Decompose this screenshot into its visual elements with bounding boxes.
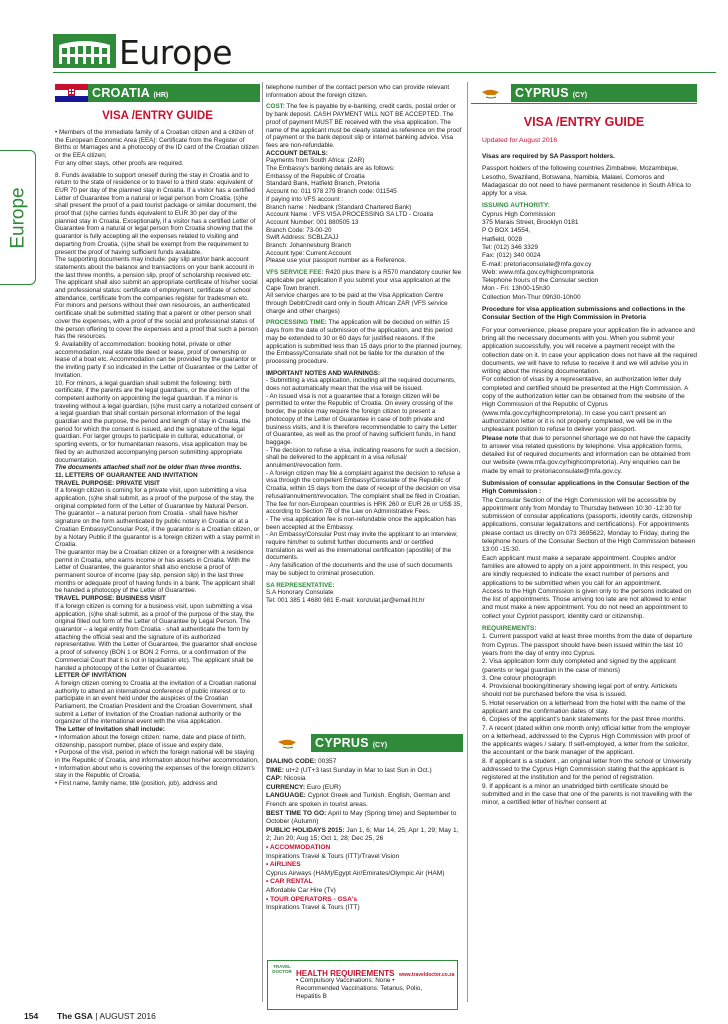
text-paragraph: • CAR RENTAL (266, 878, 313, 886)
text-paragraph: Standard Bank, Hatfield Branch, Pretoria (266, 180, 380, 188)
header-rule (53, 72, 716, 73)
text-paragraph: PROCESSING TIME: The application will be decided on within 15 days from the date of submission of the application, and this period may be extended to 30 or 60 days for justified reasons. If the application is submitted less than 15 days prior to the planned journey, the Embassy/Consulate shall not be liable for the duration of the processing procedure. (266, 319, 462, 365)
text-paragraph: Tel: 001 385 1 4680 981 E-mail: konzulat.jar@email.ht.hr (266, 597, 425, 604)
text-paragraph: For collection of visas by a representative, an authorization letter duly completed and certified should be presented at the High Commission. A copy of the authorization letter can be obtained from the website of the High Commission of the Republic of Cyprus (www.mfa.gov.cy/highcompretoria). In case you can't present an authorization letter or it is not properly completed, we will be in the unpleasant position to refuse to deliver your passport. (482, 376, 688, 434)
text-paragraph: - An issued visa is not a guarantee that a foreign citizen will be permitted to enter the Republic of Croatia. On every crossing of the border, the police may require the foreign citizen to present a photocopy of the Letter of Guarantee in case of both private and business visits, and it is therefore recommendable to carry the Letter of Guarantee, as well as the proof of having sufficient funds, in hand baggage. (266, 392, 457, 446)
text-paragraph: 8. If applicant is a student , an original letter from the school or University addressed to the Cyprus High Commission stating that the applicant is registered at the institution and for the period of registration. (482, 757, 692, 782)
text-paragraph: 5. Hotel reservation on a letterhead from the hotel with the name of the applicant and the confirmation dates of stay. (482, 699, 686, 715)
text-paragraph: VFS SERVICE FEE: R420 plus there is a R570 mandatory courier fee applicable per application if you submit your visa application at the Cape Town branch. (266, 269, 462, 292)
text-paragraph: - The visa application fee is non-refundable once the application has been accepted at the Embassy. (266, 515, 456, 531)
text-paragraph: IMPORTANT NOTES AND WARNINGS: (266, 369, 381, 377)
text-paragraph: 6. Copies of the applicant's bank statements for the past three months. (482, 716, 686, 724)
text-paragraph: 375 Marais Street, Brooklyn 0181 (482, 219, 579, 227)
text-paragraph: Access to the High Commission is given only to the persons indicated on the list of appointments. Those arriving too late are not allowed to enter and must make a new appointment. You do not need an appointment to collect your Cypriot passport, identity card or citizenship. (482, 587, 692, 620)
text-paragraph: Hatfield, 0028 (482, 235, 523, 243)
text-paragraph: Collection Mon-Thur 09h30-10h00 (482, 293, 581, 301)
text-paragraph: Submission of consular applications in the Consular Section of the High Commission : (482, 479, 690, 496)
text-paragraph: Please note that due to personnel shortage we do not have the capacity to answer visa related questions by telephone. Visa application forms, detailed list of required documents and information can be obtained from our website (www.mfa.gov.cy/highcompretoria). Any enquiries can be made by email to pretoriaconsulate@mfa.gov.cy. (482, 434, 691, 475)
health-line-1: • Compulsory Vaccinations: None • (296, 977, 395, 984)
text-paragraph: TRAVEL PURPOSE: PRIVATE VISIT (55, 479, 160, 487)
croatia-guide-title: VISA /ENTRY GUIDE (102, 110, 213, 122)
colosseum-icon (53, 34, 116, 68)
text-paragraph: Inspirations Travel & Tours (ITT)/Travel Vision (266, 852, 400, 860)
text-paragraph: BEST TIME TO GO: April to May (Spring time) and September to October (Autumn) (266, 809, 457, 826)
text-paragraph: Web: www.mfa.gov.cy/highcompretoria (482, 268, 594, 276)
health-line-2: Recommended Vaccinations: Tetanus, Polio, (296, 985, 423, 992)
text-paragraph: If a foreign citizen is coming for a business visit, upon submitting a visa application, (s)he shall submit, as a proof of the purpose of the stay, the original filled out form of the Letter of Guarantee by Legal Person. The guarantor – a legal entity from Croatia - shall authenticate the form by attaching the official seal and the signature of its authorized representative. With the Letter of Guarantee, the guarantor shall enclose a proof of solvency (BON 1 or BON 2 Forms, or a confirmation of the Commercial Court that it is not in liquidation etc). The applicant shall be handed a photocopy of the Letter of Guarantee. (55, 602, 257, 672)
text-paragraph: If paying into VFS account : (266, 195, 344, 203)
text-paragraph: Account Number: 001 880505 13 (266, 218, 359, 226)
text-paragraph: For any other stays, other proofs are required. (55, 159, 184, 167)
page-title: Europe (119, 33, 233, 72)
cyprus-small-code: (CY) (372, 742, 388, 749)
text-paragraph: 1. Current passport valid at least three months from the date of departure from Cyprus. The passport should have been issued within the last 10 years from the day of entry into Cyprus. (482, 633, 693, 657)
text-paragraph: 3. One colour photograph (482, 674, 556, 682)
text-paragraph: • Information about the foreign citizen: name, date and place of birth, citizenship, passport number, place of issue and expiry date, (55, 733, 246, 749)
text-paragraph: The guarantor may be a Croatian citizen or a foreigner with a residence permit in Croatia, who earns income or has assets in Croatia. With the Letter of Guarantee, the guarantor shall also enclose a proof of permanent source of income (pay slip, pension slip) in the last three months or adequate proof of having funds in a bank. The applicant shall be handed a photocopy of the Letter of Guarantee. (55, 548, 255, 595)
cyprus-guide-title: VISA /ENTRY GUIDE (523, 115, 645, 129)
text-paragraph: The documents attached shall not be older than three months. (55, 464, 242, 472)
text-paragraph: - An Embassy/Consular Post may invite the applicant to an interview; require him/her to submit further documents and/ or certified translation as well as the international certification (apostille) of the documents. (266, 531, 458, 562)
text-paragraph: All service charges are to be paid at the Visa Application Centre through Debit/Credit card only in South African ZAR (VFS service charge and other charges) (266, 292, 448, 315)
text-paragraph: • AIRLINES (266, 861, 301, 869)
health-requirements-box (267, 960, 458, 1010)
text-paragraph: 8. Funds available to support oneself during the stay in Croatia and to return to the state of residence or to travel to a third state: equivalent of EUR 70 per day of the planned stay in Croatia. If a visitor has a certified Letter of Guarantee from a natural or legal person from Croatia, (s)he shall present the proof of a paid tourist package or similar document, the proof that (s)he carries funds equivalent to EUR 30 per day of the planned stay in Croatia. Exceptionally, if a visitor has a certified Letter of Guarantee from a natural or legal person from Croatia showing that the guarantor is fully accepting all the expenses related to visiting and departing from Croatia, (s)he shall be exempt from the requirement to present the proof of having sufficient funds available. (55, 171, 257, 256)
text-paragraph: Account no: 011 978 279 Branch code: 011545 (266, 188, 397, 196)
text-paragraph: P O BOX 14554, (482, 227, 531, 235)
text-paragraph: Mon - Fri: 13h00-15h30 (482, 285, 550, 293)
text-paragraph: ISSUING AUTHORITY: (482, 202, 550, 210)
text-paragraph: For your convenience, please prepare your application file in advance and bring all the necessary documents with you. When you submit your application successfully, you will receive a payment receipt with the collection date on it. In case your application does not have all the required documents, we will have to refuse to receive it and we will advise you in writing about the missing documentation. (482, 326, 697, 376)
side-tab-label: Europe (8, 186, 29, 249)
text-paragraph: 9. Availability of accommodation: booking hotel, private or other accommodation, real estate title deed or lease, proof of ownership or lease of a boat etc. Accommodation can be provided by the guarantor or the inviting party if so indicated in the Letter of Guarantee or the Letter of Invitation. (55, 340, 258, 379)
text-paragraph: - A foreign citizen may file a complaint against the decision to refuse a visa through the competent Embassy/Consulate of the Republic of Croatia, within 15 days from the date of receipt of the decision on visa refusal/annulment/revocation. The complaint shall be filed in Croatian. The fee for non-European countries is HRK 260 or EUR 26 or US$ 35, according to Section 7B of the Law on Administrative Fees. (266, 469, 463, 516)
text-paragraph: Branch name : Nedbank (Standard Chartered Bank) (266, 203, 412, 211)
croatia-code: (HR) (153, 92, 169, 99)
text-paragraph: Branch: Johannesburg Branch (266, 242, 352, 250)
cyprus-code: (CY) (572, 92, 588, 99)
cyprus-updated: Updated for August 2016 (482, 137, 558, 144)
text-paragraph: CURRENCY: Euro (EUR) (266, 783, 341, 791)
page-footer (24, 1011, 156, 1021)
text-paragraph: Telephone hours of the Consular section (482, 277, 599, 285)
croatia-flag-icon (55, 84, 88, 102)
text-paragraph: - The decision to refuse a visa, indicating reasons for such a decision, shall be delivered to the applicant in a visa refusal/ annulment/revocation form. (266, 446, 461, 470)
publication-name: The GSA (56, 1011, 93, 1021)
column-divider (262, 82, 263, 1002)
health-url[interactable]: www.traveldoctor.co.za (398, 972, 455, 978)
text-paragraph: Payments from South Africa: (ZAR) (266, 157, 365, 165)
health-line-3: Hepatitis B (296, 993, 327, 1000)
text-paragraph: Cyprus Airways (HAM)/Egypt Air/Emirates/Olympic Air (HAM) (266, 869, 445, 877)
text-paragraph: If a foreign citizen is coming for a private visit, upon submitting a visa application, (s)he shall submit, as a proof of the purpose of the stay, the original completed form of the Letter of Guarantee by Natural Person. The guarantor – a natural person from Croatia - shall have his/her signature on the form authenticated by public notary in Croatia or at a Croatian Embassy/Consular Post, if the guarantor is a Croatian citizen, or by a Notary Public if the guarantor is a foreign citizen with a stay permit in Croatia. (55, 487, 260, 549)
text-paragraph: Visas are required by SA Passport holders. (482, 153, 615, 160)
text-paragraph: Passport holders of the following countries Zimbabwe, Mozambique, Lesotho, Swaziland, Botswana, Namibia, Malawi, Comoros and Madagascar do not need to have permanent residence in South Africa to apply for a visa. (482, 165, 691, 198)
croatia-column-2 (266, 84, 463, 734)
text-paragraph: • Purpose of the visit, period in which the foreign national will be staying in the Republic of Croatia, and information about his/her accommodation, (55, 749, 259, 764)
text-paragraph: 4. Provisional booking/itinerary showing legal port of entry. Airtickets should not be purchased before the visa is issued. (482, 683, 678, 699)
text-paragraph: Cyprus High Commission (482, 210, 556, 218)
text-paragraph: 10. For minors, a legal guardian shall submit the following: birth certificate, if the parents are the legal guardians, or the decision of the competent authority on appointing the legal guardian. If a minor is traveling without a legal guardian, (s)he must carry a notarized consent of a legal guardian that shall contain personal information of the legal guardian and the purpose, the period and length of stay in Croatia, the period for which the consent is issued, and the signature of the legal guardian. For larger groups to participate in cultural, educational, or sporting events, or for humanitarian reasons, visa application may be filed by an authorized accompanying person submitting appropriate documentation. (55, 379, 260, 464)
text-paragraph: PUBLIC HOLIDAYS 2015: Jan 1, 6; Mar 14, 25; Apr 1, 29; May 1, 2; Jun 20; Aug 15; Oct 1, 28; Dec 25, 26 (266, 826, 459, 843)
cyprus-banner (471, 84, 697, 102)
text-paragraph: • TOUR OPERATORS - GSA's (266, 895, 358, 903)
text-paragraph: Account type: Current Account (266, 249, 352, 257)
text-paragraph: - Submitting a visa application, including all the required documents, does not automatically mean that the visa will be issued. (266, 377, 456, 393)
text-paragraph: SA REPRESENTATIVE: (266, 581, 335, 589)
text-paragraph: Please use your passport number as a Reference. (266, 257, 407, 265)
text-paragraph: Fax: (012) 340 0024 (482, 252, 541, 260)
croatia-name: CROATIA (92, 86, 150, 100)
text-paragraph: The Consular Section of the High Commission will be accessible by appointment only from Monday to Thursday between 10:30 -12:30 for submission of consular applications (passports, identity cards, citizenship applications, consular legalizations and certifications). For appointments please contact us directly on 073 3695622, Monday to Friday, during the telephone hours of the Consular Section of the High Commission between 13:00 -15:30. (482, 496, 696, 554)
cyprus-flag-icon (471, 84, 511, 102)
croatia-column-1 (55, 129, 260, 1003)
cyprus-flag-icon (266, 734, 311, 752)
text-paragraph: Each applicant must make a separate appointment. Couples and/or families are allowed to apply on a joint appointment. In this respect, you are kindly requested to indicate the exact number of persons and applications to be submitted when you call for an appointment. (482, 554, 688, 587)
text-paragraph: 11. LETTERS OF GUARANTEE AND INVITATION (55, 471, 198, 479)
text-paragraph: 7. A recent (dated within one month only) official letter from the employer on a letterhead, addressed to the Cyprus High Commission with proof of the applicants wages / salary. If self-employed, a letter from the solicitor, the accountant or the bank manager of the applicant. (482, 724, 691, 757)
text-paragraph: - Any falsification of the documents and the use of such documents may be subject to criminal prosecution. (266, 562, 453, 577)
text-paragraph: telephone number of the contact person who can provide relevant information about the foreign citizen. (266, 84, 450, 99)
text-paragraph: COST: The fee is payable by e-banking, credit cards, postal order or by bank deposit. CASH PAYMENT WILL NOT BE ACCEPTED. The proof of payment MUST BE received with the visa application. The name of the applicant must be clearly stated as reference on the proof of payment or the bank deposit slip or internet banking advice. Visa fees are non-refundable. (266, 103, 462, 149)
column-divider (467, 82, 468, 1002)
cyprus-rule (471, 103, 697, 104)
cyprus-small-name: CYPRUS (315, 736, 369, 750)
text-paragraph: Swift Address: SCBLZAJJ (266, 234, 339, 242)
cyprus-quick-facts (266, 758, 463, 956)
page-number: 154 (24, 1011, 39, 1021)
text-paragraph: The supporting documents may include: pay slip and/or bank account statements about the balance and transactions on your bank account in the last three months, a pension slip, proof of scholarship received etc. (55, 256, 255, 279)
text-paragraph: DIALING CODE: 00357 (266, 758, 337, 765)
text-paragraph: Inspirations Travel & Tours (ITT) (266, 904, 360, 912)
croatia-banner (55, 84, 260, 102)
text-paragraph: Account Name : VFS VISA PROCESSING SA LTD - Croatia (266, 211, 434, 219)
health-title: HEALTH REQUIREMENTS (296, 969, 395, 978)
text-paragraph: Affordable Car Hire (Tv) (266, 886, 336, 894)
cyprus-name: CYPRUS (515, 86, 569, 100)
text-paragraph: REQUIREMENTS: (482, 625, 537, 633)
text-paragraph: • First name, family name, title (position, job), address and (55, 780, 218, 788)
text-paragraph: LETTER OF INVITATION (55, 672, 127, 680)
text-paragraph: • ACCOMMODATION (266, 843, 331, 851)
text-paragraph: The Letter of Invitation shall include: (55, 726, 165, 734)
cyprus-column (482, 153, 697, 1003)
travel-doctor-logo: TRAVEL DOCTOR (272, 964, 292, 974)
text-paragraph: S.A Honorary Consulate (266, 589, 334, 597)
text-paragraph: E-mail: pretoriaconsulate@mfa.gov.cy (482, 260, 592, 268)
issue-date: | AUGUST 2016 (95, 1011, 156, 1021)
text-paragraph: Embassy of the Republic of Croatia (266, 172, 365, 180)
text-paragraph: A foreign citizen coming to Croatia at the invitation of a Croatian national authority to attend an international conference of public interest or to participate in an event held under the auspices of the Croatian Parliament, the Croatian President and the Croatian Government, shall submit a Letter of Invitation of the Croatian national authority or the organizer of the international event with the visa application. (55, 679, 257, 726)
text-paragraph: TRAVEL PURPOSE: BUSINESS VISIT (55, 595, 166, 603)
text-paragraph: The applicant shall also submit an appropriate certificate of his/her social and professional status: certificate of employment, certificate of school attendance, certificate from the companies register for tradesmen etc. For minors and persons without their own resources, an authenticated certificate shall be submitted stating that a parent or other person shall cover the expenses, with a proof of the social and professional status of the person offering to cover the expenses and a proof that such a person has the resources. (55, 279, 258, 341)
text-paragraph: 2. Visa application form duly completed and signed by the applicant (parents or legal guardian in the case of minors) (482, 658, 676, 674)
text-paragraph: TIME: ut+2 (UT+3 last Sunday in Mar to last Sun in Oct.) (266, 766, 432, 774)
text-paragraph: 9. If applicant is a minor an unabridged birth certificate should be submitted and in the case that one of the parents is not travelling with the minor, a certified letter of his/her consent at (482, 782, 693, 807)
text-paragraph: The Embassy's banking details are as follows: (266, 165, 395, 173)
text-paragraph: • Information about who is covering the expenses of the foreign citizen's stay in the Republic of Croatia, (55, 764, 255, 780)
text-paragraph: • Members of the immediate family of a Croatian citizen and a citizen of the European Economic Area (EEA): Certificate from the Register of Births or Marriages and a photocopy of the ID card of the Croatian citizen or the EEA citizen; (55, 129, 259, 160)
text-paragraph: CAP: Nicosia (266, 775, 306, 783)
text-paragraph: Procedure for visa application submissions and collections in the Consular Section of the High Commission in Pretoria (482, 306, 685, 322)
cyprus-banner-small (266, 734, 463, 752)
text-paragraph: Branch Code: 73-00-20 (266, 226, 332, 234)
text-paragraph: LANGUAGE: Cypriot Greek and Turkish. English, German and French are spoken in tourist areas. (266, 792, 450, 808)
text-paragraph: Tel: (012) 346 3329 (482, 243, 539, 251)
text-paragraph: ACCOUNT DETAILS: (266, 149, 328, 157)
